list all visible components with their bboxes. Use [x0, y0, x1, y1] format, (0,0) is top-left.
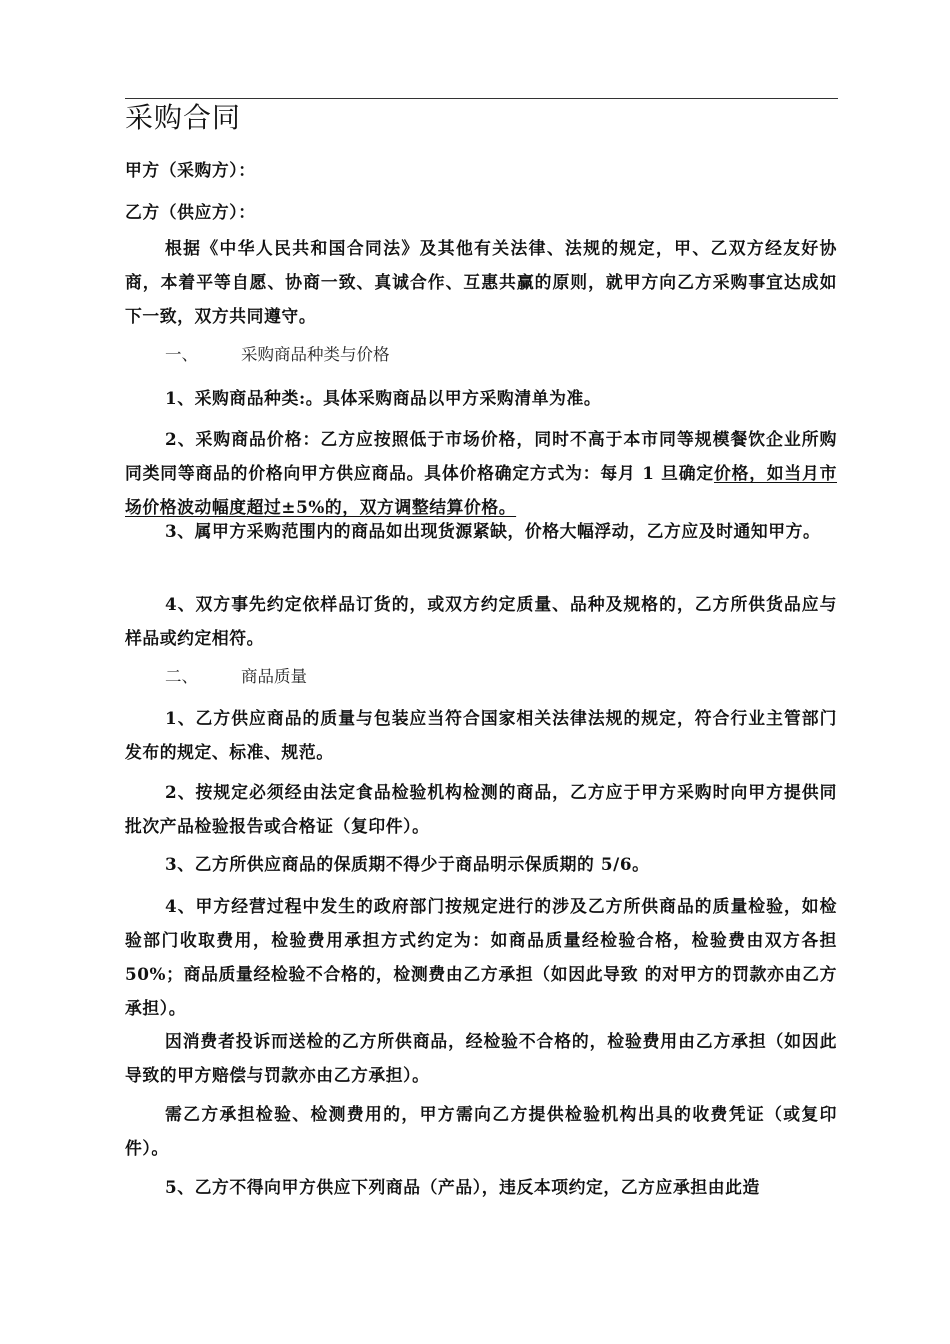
party-a-line: 甲方（采购方）：: [125, 160, 256, 180]
section-heading-2: [165, 662, 307, 692]
section2-fee-paragraph: 需乙方承担检验、检测费用的，甲方需向乙方提供检验机构出具的收费凭证（或复印件）。: [125, 1104, 837, 1158]
party-b-line: 乙方（供应方）：: [125, 202, 256, 222]
section-number: 二、: [165, 667, 198, 686]
section2-item1: 1、乙方供应商品的质量与包装应当符合国家相关法律法规的规定，符合行业主管部门发布的规定、标准、规范。: [125, 708, 837, 762]
section1-item1: 1、采购商品种类:。具体采购商品以甲方采购清单为准。: [165, 388, 602, 408]
section-title: 商品质量: [241, 667, 307, 686]
section1-item2: [125, 422, 837, 524]
section2-item4: 4、甲方经营过程中发生的政府部门按规定进行的涉及乙方所供商品的质量检验，如检验部门收取费用，检验费用承担方式约定为：如商品质量经检验合格，检验费由双方各担 50%；商品质量经检验不合格的，检测费由乙方承担（如因此导致 的对甲方的罚款亦由乙方承担）。: [125, 896, 837, 1018]
section1-item3: 3、属甲方采购范围内的商品如出现货源紧缺，价格大幅浮动，乙方应及时通知甲方。: [165, 521, 821, 541]
section1-item4: 4、双方事先约定依样品订货的，或双方约定质量、品种及规格的，乙方所供货品应与样品或约定相符。: [125, 594, 837, 648]
section2-consumer-paragraph: 因消费者投诉而送检的乙方所供商品，经检验不合格的，检验费用由乙方承担（如因此导致的甲方赔偿与罚款亦由乙方承担）。: [125, 1031, 837, 1085]
section2-item5: 5、乙方不得向甲方供应下列商品（产品），违反本项约定，乙方应承担由此造: [165, 1177, 760, 1197]
section1-item2-underlined: 价格，如当月市场价格波动幅度超过±5%的，双方调整结算价格。: [125, 463, 837, 517]
section-heading-1: [165, 340, 390, 370]
header-rule: [125, 98, 838, 99]
document-title: 采购合同: [125, 101, 242, 134]
section1-item2-text: 2、采购商品价格：乙方应按照低于市场价格，同时不高于本市同等规模餐饮企业所购同类同等商品的价格向甲方供应商品。具体价格确定方式为：每月 1 旦确定: [125, 429, 837, 483]
section2-item3: 3、乙方所供应商品的保质期不得少于商品明示保质期的 5/6。: [165, 854, 650, 874]
section-title: 采购商品种类与价格: [241, 345, 390, 364]
preamble-paragraph: 根据《中华人民共和国合同法》及其他有关法律、法规的规定，甲、乙双方经友好协商，本着平等自愿、协商一致、真诚合作、互惠共赢的原则，就甲方向乙方采购事宜达成如下一致，双方共同遵守。: [125, 238, 837, 326]
section2-item2: 2、按规定必须经由法定食品检验机构检测的商品，乙方应于甲方采购时向甲方提供同批次产品检验报告或合格证（复印件）。: [125, 782, 837, 836]
section-number: 一、: [165, 345, 198, 364]
